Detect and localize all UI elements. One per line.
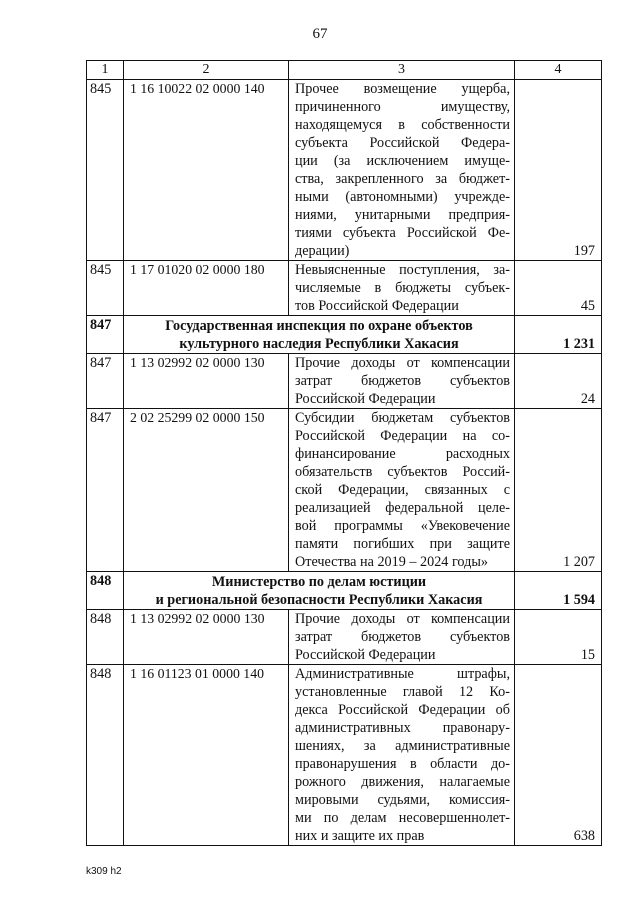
- description-line: числяемые в бюджеты субъек-: [295, 280, 510, 296]
- description-line: декса Российской Федерации об: [295, 702, 510, 718]
- description-line: причиненного имуществу,: [295, 99, 510, 115]
- admin-code-cell: 845: [87, 80, 124, 261]
- description-line: Российской Федерации: [295, 391, 436, 407]
- section-row: [87, 572, 602, 610]
- revenue-description: [289, 261, 515, 316]
- revenue-table: [86, 60, 602, 846]
- amount-cell: 45: [515, 261, 602, 316]
- revenue-description: [289, 610, 515, 665]
- description-line: памяти погибших при защите: [295, 536, 510, 552]
- header-cell: 3: [289, 61, 515, 80]
- description-line: затрат бюджетов субъектов: [295, 373, 510, 389]
- description-line: Прочие доходы от компенсации: [295, 355, 510, 371]
- table-row: [87, 610, 602, 665]
- section-title-line: и региональной безопасности Республики Хакасия: [155, 592, 483, 608]
- description-line: ными (автономными) учрежде-: [295, 189, 510, 205]
- header-cell: 2: [124, 61, 289, 80]
- admin-code-cell: 847: [87, 316, 124, 354]
- description-line: правонарушения в области до-: [295, 756, 510, 772]
- budget-classification-code: 1 16 10022 02 0000 140: [124, 80, 289, 261]
- description-line: ми по делам несовершеннолет-: [295, 810, 510, 826]
- section-row: [87, 316, 602, 354]
- revenue-description: [289, 409, 515, 572]
- description-line: вой программы «Увековечение: [295, 518, 510, 534]
- admin-code-cell: 848: [87, 610, 124, 665]
- admin-code-cell: 845: [87, 261, 124, 316]
- budget-classification-code: 1 13 02992 02 0000 130: [124, 610, 289, 665]
- document-code: k309 h2: [86, 866, 122, 877]
- description-line: Субсидии бюджетам субъектов: [295, 410, 510, 426]
- budget-classification-code: 2 02 25299 02 0000 150: [124, 409, 289, 572]
- description-line: Российской Федерации на со-: [295, 428, 510, 444]
- amount-cell: 1 207: [515, 409, 602, 572]
- description-line: Административные штрафы,: [295, 666, 510, 682]
- admin-code-cell: 848: [87, 665, 124, 846]
- revenue-description: [289, 354, 515, 409]
- description-line: административных правонару-: [295, 720, 510, 736]
- section-title-line: культурного наследия Республики Хакасия: [179, 336, 459, 352]
- description-line: Невыясненные поступления, за-: [295, 262, 510, 278]
- budget-classification-code: 1 13 02992 02 0000 130: [124, 354, 289, 409]
- description-line: установленные главой 12 Ко-: [295, 684, 510, 700]
- description-line: находящемуся в собственности: [295, 117, 510, 133]
- description-line: ской Федерации, связанных с: [295, 482, 510, 498]
- description-line: Прочее возмещение ущерба,: [295, 81, 510, 97]
- description-line: субъекта Российской Федера-: [295, 135, 510, 151]
- description-line: Прочие доходы от компенсации: [295, 611, 510, 627]
- table-header-row: [87, 61, 602, 80]
- budget-classification-code: 1 16 01123 01 0000 140: [124, 665, 289, 846]
- description-line: мировыми судьями, комиссия-: [295, 792, 510, 808]
- section-title-line: Государственная инспекция по охране объектов: [165, 318, 473, 334]
- table-row: [87, 354, 602, 409]
- admin-code-cell: 847: [87, 354, 124, 409]
- description-line: финансирование расходных: [295, 446, 510, 462]
- page-number: 67: [312, 26, 328, 42]
- description-line: затрат бюджетов субъектов: [295, 629, 510, 645]
- description-line: шениях, за административные: [295, 738, 510, 754]
- revenue-description: [289, 665, 515, 846]
- amount-cell: 15: [515, 610, 602, 665]
- description-line: Российской Федерации: [295, 647, 436, 663]
- description-line: тов Российской Федерации: [295, 298, 459, 314]
- description-line: ниями, унитарными предприя-: [295, 207, 510, 223]
- table-row: [87, 409, 602, 572]
- amount-cell: 24: [515, 354, 602, 409]
- description-line: реализацией федеральной целе-: [295, 500, 510, 516]
- admin-code-cell: 848: [87, 572, 124, 610]
- table-row: [87, 261, 602, 316]
- header-cell: 1: [87, 61, 124, 80]
- section-title-line: Министерство по делам юстиции: [211, 574, 427, 590]
- table-row: [87, 665, 602, 846]
- description-line: ции (за исключением имуще-: [295, 153, 510, 169]
- admin-code-cell: 847: [87, 409, 124, 572]
- description-line: обязательств субъектов Россий-: [295, 464, 510, 480]
- amount-cell: 1 594: [515, 572, 602, 610]
- section-title: [124, 572, 515, 610]
- budget-classification-code: 1 17 01020 02 0000 180: [124, 261, 289, 316]
- header-cell: 4: [515, 61, 602, 80]
- description-line: них и защите их прав: [295, 828, 425, 844]
- description-line: дерации): [295, 243, 350, 259]
- amount-cell: 638: [515, 665, 602, 846]
- amount-cell: 197: [515, 80, 602, 261]
- amount-cell: 1 231: [515, 316, 602, 354]
- description-line: ства, закрепленного за бюджет-: [295, 171, 510, 187]
- description-line: Отечества на 2019 – 2024 годы»: [295, 554, 488, 570]
- section-title: [124, 316, 515, 354]
- description-line: тиями субъекта Российской Фе-: [295, 225, 510, 241]
- table-row: [87, 80, 602, 261]
- revenue-description: [289, 80, 515, 261]
- description-line: рожного движения, налагаемые: [295, 774, 510, 790]
